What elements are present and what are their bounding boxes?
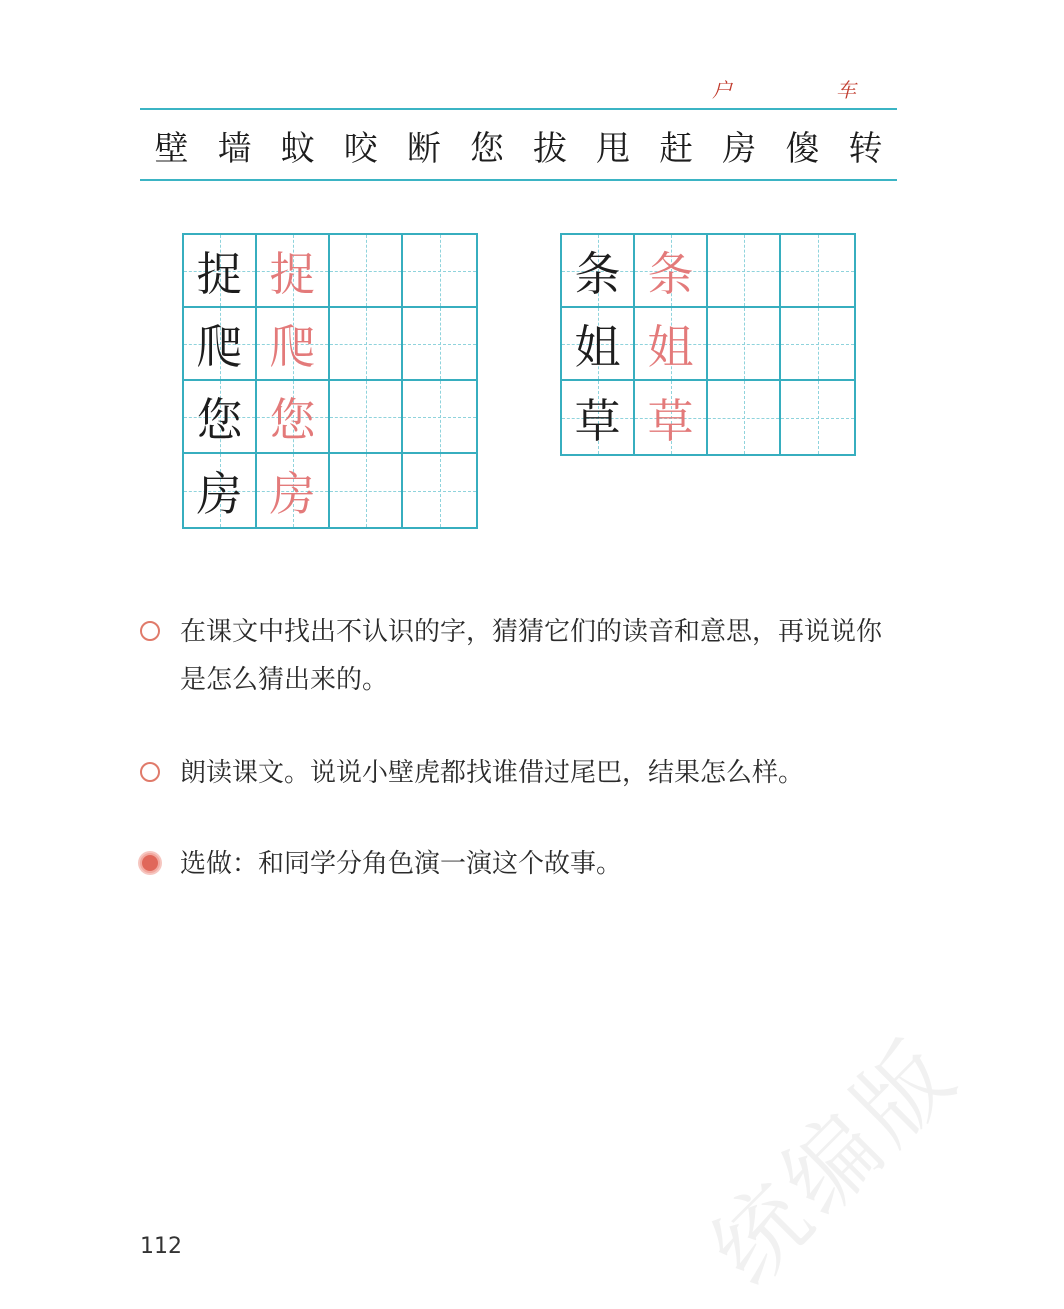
model-character: 姐 <box>574 319 621 374</box>
writing-grid-right <box>560 233 856 456</box>
grid-cell <box>184 381 257 454</box>
model-character: 草 <box>574 393 621 448</box>
task-text: 在课文中找出不认识的字，猜猜它们的读音和意思，再说说你是怎么猜出来的。 <box>180 617 883 695</box>
hollow-circle-icon <box>140 762 160 782</box>
grid-cell <box>781 235 854 308</box>
new-char: 房 <box>722 128 757 169</box>
hollow-circle-icon <box>140 621 160 641</box>
new-char: 壁 <box>154 128 189 169</box>
radical-hints <box>0 74 1064 106</box>
grid-cell <box>781 308 854 381</box>
grid-cell <box>184 235 257 308</box>
new-char: 傻 <box>785 128 820 169</box>
grid-cell <box>184 454 257 527</box>
new-char: 甩 <box>596 128 631 169</box>
grid-cell <box>562 381 635 454</box>
grid-cell <box>330 454 403 527</box>
grid-cell <box>330 235 403 308</box>
new-char: 拔 <box>533 128 567 169</box>
top-rule <box>140 108 897 110</box>
grid-cell <box>562 235 635 308</box>
page-number: 112 <box>140 1234 182 1259</box>
model-character: 房 <box>196 466 243 521</box>
new-char: 墙 <box>217 128 252 169</box>
grid-cell <box>635 381 708 454</box>
grid-cell <box>257 381 330 454</box>
grid-cell <box>708 381 781 454</box>
radical-hint: 车 <box>836 78 856 102</box>
model-character: 爬 <box>196 319 243 374</box>
new-characters-row <box>140 118 897 172</box>
grid-cell <box>330 381 403 454</box>
new-char: 转 <box>848 128 883 169</box>
trace-character: 捉 <box>269 246 316 301</box>
grid-cell <box>257 235 330 308</box>
grid-cell <box>403 308 476 381</box>
grid-cell <box>562 308 635 381</box>
grid-cell <box>781 381 854 454</box>
grid-cell <box>257 308 330 381</box>
model-character: 条 <box>574 246 621 301</box>
grid-cell <box>635 308 708 381</box>
writing-grid-left <box>182 233 478 529</box>
model-character: 您 <box>196 392 243 447</box>
bottom-rule <box>140 179 897 181</box>
trace-character: 条 <box>647 246 694 301</box>
trace-character: 草 <box>647 393 694 448</box>
new-char: 您 <box>469 128 504 169</box>
trace-character: 房 <box>269 466 316 521</box>
model-character: 捉 <box>196 246 243 301</box>
task-item <box>140 840 900 888</box>
grid-cell <box>708 308 781 381</box>
grid-cell <box>403 381 476 454</box>
new-char: 蚊 <box>280 128 315 169</box>
watermark: 统编版 <box>691 1017 980 1306</box>
new-char: 赶 <box>659 128 694 169</box>
radical-hint: 户 <box>712 78 732 102</box>
grid-cell <box>708 235 781 308</box>
grid-cell <box>403 235 476 308</box>
task-item <box>140 749 900 797</box>
grid-cell <box>635 235 708 308</box>
filled-circle-icon <box>140 853 160 873</box>
trace-character: 爬 <box>269 319 316 374</box>
new-char: 断 <box>406 128 441 169</box>
task-item <box>140 608 900 704</box>
grid-cell <box>330 308 403 381</box>
task-text: 朗读课文。说说小壁虎都找谁借过尾巴，结果怎么样。 <box>180 758 805 788</box>
new-char: 咬 <box>343 128 378 169</box>
grid-cell <box>184 308 257 381</box>
grid-cell <box>257 454 330 527</box>
task-text: 选做：和同学分角色演一演这个故事。 <box>180 849 623 879</box>
trace-character: 姐 <box>647 319 694 374</box>
grid-cell <box>403 454 476 527</box>
trace-character: 您 <box>269 392 316 447</box>
